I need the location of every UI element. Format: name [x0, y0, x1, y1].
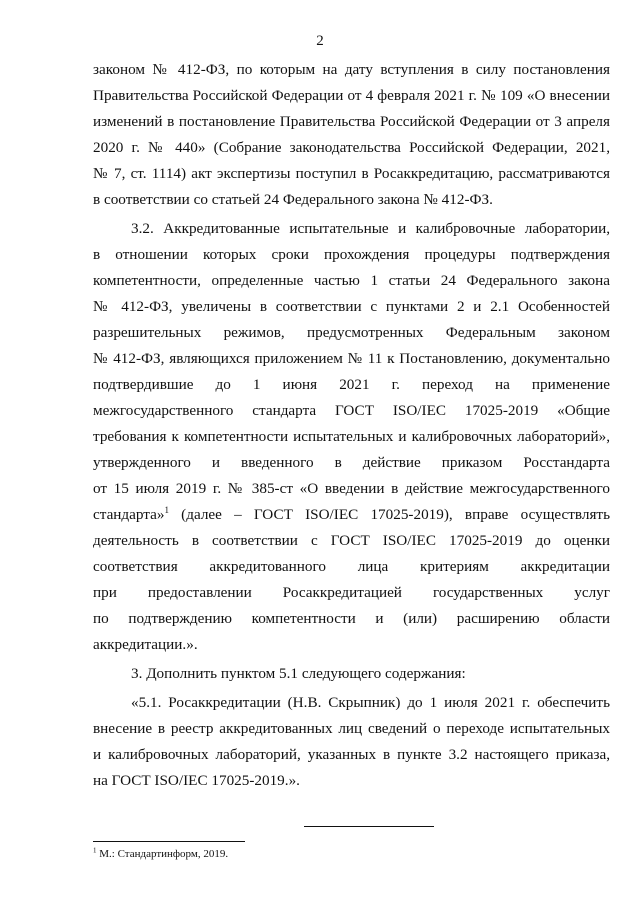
- paragraph-5-1-line-1: «5.1. Росаккредитации (Н.В. Скрыпник) до 1 июля 2021 г. обеспечить: [131, 694, 610, 711]
- paragraph-3-2-line-13: деятельность в соответствии с ГОСТ ISO/IEC 17025-2019 до оценки: [93, 532, 610, 549]
- paragraph-3-2-line-16: по подтверждению компетентности и (или) расширению области: [93, 610, 610, 627]
- paragraph-3-2-line-4: № 412-ФЗ, увеличены в соответствии с пунктами 2 и 2.1 Особенностей: [93, 298, 610, 315]
- paragraph-3-2-line-9: требования к компетентности испытательных и калибровочных лабораторий»,: [93, 428, 610, 445]
- paragraph-1-line-4: 2020 г. № 440» (Собрание законодательства Российской Федерации, 2021,: [93, 139, 610, 156]
- paragraph-5-1-line-4: на ГОСТ ISO/IEC 17025-2019.».: [93, 772, 300, 789]
- paragraph-5-1-line-2: внесение в реестр аккредитованных лиц сведений о переходе испытательных: [93, 720, 610, 737]
- page-number: 2: [316, 33, 324, 49]
- paragraph-5-1-line-3: и калибровочных лабораторий, указанных в пункте 3.2 настоящего приказа,: [93, 746, 610, 763]
- line-text-before-footnote: стандарта»: [93, 506, 165, 523]
- paragraph-3-line-1: 3. Дополнить пунктом 5.1 следующего содержания:: [131, 665, 466, 682]
- footnote: [93, 848, 228, 860]
- paragraph-3-2-line-6: № 412-ФЗ, являющихся приложением № 11 к Постановлению, документально: [93, 350, 610, 367]
- paragraph-1-line-3: изменений в постановление Правительства Российской Федерации от 3 апреля: [93, 113, 610, 130]
- paragraph-3-2-line-17: аккредитации.».: [93, 636, 198, 653]
- paragraph-3-2-line-12: [93, 502, 610, 528]
- paragraph-1-line-1: законом № 412-ФЗ, по которым на дату вступления в силу постановления: [93, 61, 610, 78]
- paragraph-1-line-5: № 7, ст. 1114) акт экспертизы поступил в Росаккредитацию, рассматриваются: [93, 165, 610, 182]
- footnote-divider: [93, 841, 245, 842]
- footnote-text: М.: Стандартинформ, 2019.: [96, 848, 229, 860]
- paragraph-3-2-line-8: межгосударственного стандарта ГОСТ ISO/IEC 17025-2019 «Общие: [93, 402, 610, 419]
- paragraph-1-line-6: в соответствии со статьей 24 Федерального закона № 412-ФЗ.: [93, 191, 493, 208]
- paragraph-3-2-line-14: соответствия аккредитованного лица критериям аккредитации: [93, 558, 610, 575]
- paragraph-3-2-line-1: 3.2. Аккредитованные испытательные и калибровочные лаборатории,: [131, 220, 610, 237]
- paragraph-3-2-line-10: утвержденного и введенного в действие приказом Росстандарта: [93, 454, 610, 471]
- paragraph-3-2-line-11: от 15 июля 2019 г. № 385-ст «О введении в действие межгосударственного: [93, 480, 610, 497]
- line-text-after-footnote: (далее – ГОСТ ISO/IEC 17025-2019), вправе осуществлять: [168, 506, 610, 523]
- paragraph-3-2-line-5: разрешительных режимов, предусмотренных Федеральным законом: [93, 324, 610, 341]
- footnote-reference: 1: [164, 504, 169, 515]
- paragraph-3-2-line-15: при предоставлении Росаккредитацией государственных услуг: [93, 584, 610, 601]
- end-of-text-divider: [304, 826, 434, 827]
- paragraph-3-2-line-7: подтвердившие до 1 июня 2021 г. переход на применение: [93, 376, 610, 393]
- paragraph-3-2-line-3: компетентности, определенные частью 1 статьи 24 Федерального закона: [93, 272, 610, 289]
- paragraph-3-2-line-2: в отношении которых сроки прохождения процедуры подтверждения: [93, 246, 610, 263]
- footnote-marker: 1: [93, 846, 97, 855]
- paragraph-1-line-2: Правительства Российской Федерации от 4 февраля 2021 г. № 109 «О внесении: [93, 87, 610, 104]
